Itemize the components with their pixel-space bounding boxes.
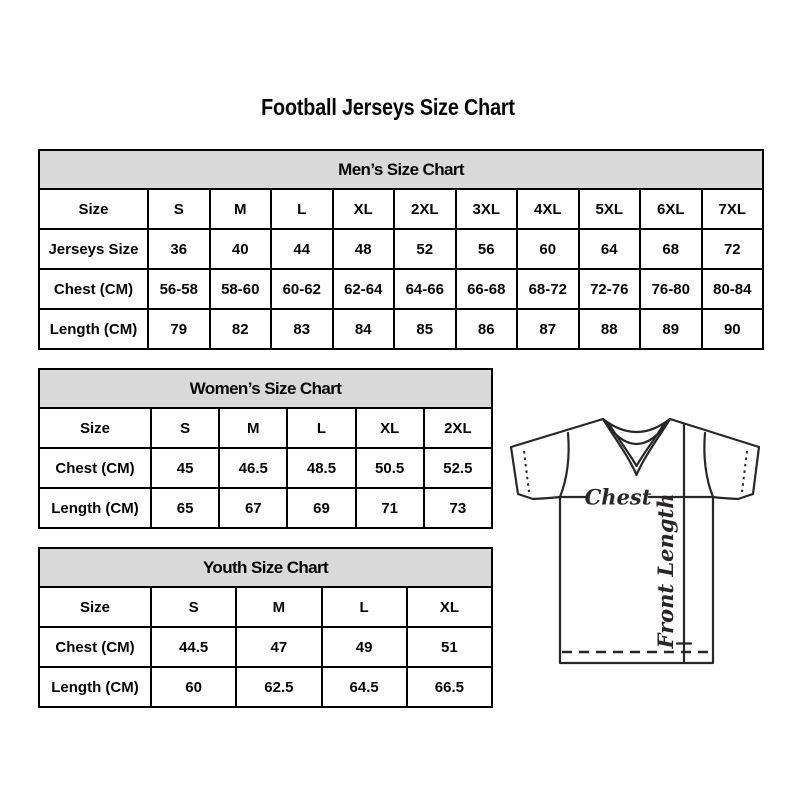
table-cell: L bbox=[287, 408, 355, 448]
table-cell: M bbox=[236, 587, 321, 627]
table-cell: 47 bbox=[236, 627, 321, 667]
table-cell: 6XL bbox=[640, 189, 702, 229]
table-title: Men’s Size Chart bbox=[39, 150, 763, 189]
table-cell: 60 bbox=[517, 229, 579, 269]
table-header-row bbox=[39, 369, 492, 408]
chest-label: Chest bbox=[584, 484, 652, 510]
table-cell: 64 bbox=[579, 229, 641, 269]
table-row bbox=[39, 667, 492, 707]
row-label-cell: Jerseys Size bbox=[39, 229, 148, 269]
table-row bbox=[39, 627, 492, 667]
table-row bbox=[39, 408, 492, 448]
row-label-cell: Size bbox=[39, 408, 151, 448]
jersey-measure-diagram bbox=[502, 395, 772, 680]
table-cell: 60-62 bbox=[271, 269, 333, 309]
table-cell: 67 bbox=[219, 488, 287, 528]
front-length-label: Front Length bbox=[653, 493, 678, 649]
table-cell: 5XL bbox=[579, 189, 641, 229]
table-cell: 69 bbox=[287, 488, 355, 528]
mens-size-table bbox=[38, 149, 764, 350]
table-cell: XL bbox=[356, 408, 424, 448]
table-cell: 56 bbox=[456, 229, 518, 269]
table-cell: XL bbox=[333, 189, 395, 229]
table-cell: 84 bbox=[333, 309, 395, 349]
table-cell: 45 bbox=[151, 448, 219, 488]
table-cell: 50.5 bbox=[356, 448, 424, 488]
table-cell: 3XL bbox=[456, 189, 518, 229]
table-cell: 83 bbox=[271, 309, 333, 349]
table-cell: 80-84 bbox=[702, 269, 764, 309]
table-row bbox=[39, 448, 492, 488]
table-cell: 64-66 bbox=[394, 269, 456, 309]
jersey-sleeve-seam-left bbox=[560, 433, 569, 497]
row-label-cell: Length (CM) bbox=[39, 488, 151, 528]
table-cell: 87 bbox=[517, 309, 579, 349]
womens-size-table bbox=[38, 368, 493, 529]
table-cell: 68 bbox=[640, 229, 702, 269]
table-cell: 88 bbox=[579, 309, 641, 349]
jersey-body-outline bbox=[560, 497, 713, 663]
table-cell: 62.5 bbox=[236, 667, 321, 707]
table-cell: M bbox=[210, 189, 272, 229]
table-cell: 60 bbox=[151, 667, 236, 707]
table-cell: 48.5 bbox=[287, 448, 355, 488]
table-cell: 62-64 bbox=[333, 269, 395, 309]
jersey-sleeve-seam-right bbox=[704, 433, 713, 497]
table-cell: L bbox=[271, 189, 333, 229]
table-cell: 44 bbox=[271, 229, 333, 269]
table-title: Women’s Size Chart bbox=[39, 369, 492, 408]
table-row bbox=[39, 488, 492, 528]
row-label-cell: Length (CM) bbox=[39, 309, 148, 349]
table-header-row bbox=[39, 150, 763, 189]
table-cell: 49 bbox=[322, 627, 407, 667]
table-cell: 52 bbox=[394, 229, 456, 269]
youth-size-table bbox=[38, 547, 493, 708]
cuff-stitch-left bbox=[524, 451, 529, 492]
table-cell: 40 bbox=[210, 229, 272, 269]
table-row bbox=[39, 587, 492, 627]
table-cell: S bbox=[151, 408, 219, 448]
table-row bbox=[39, 189, 763, 229]
table-cell: XL bbox=[407, 587, 492, 627]
table-cell: 36 bbox=[148, 229, 210, 269]
table-cell: 90 bbox=[702, 309, 764, 349]
table-cell: 64.5 bbox=[322, 667, 407, 707]
table-cell: 85 bbox=[394, 309, 456, 349]
cuff-stitch-right bbox=[742, 451, 747, 492]
table-cell: 68-72 bbox=[517, 269, 579, 309]
table-cell: L bbox=[322, 587, 407, 627]
table-title: Youth Size Chart bbox=[39, 548, 492, 587]
table-cell: 56-58 bbox=[148, 269, 210, 309]
table-cell: S bbox=[151, 587, 236, 627]
table-cell: 72-76 bbox=[579, 269, 641, 309]
row-label-cell: Chest (CM) bbox=[39, 627, 151, 667]
table-cell: 65 bbox=[151, 488, 219, 528]
table-header-row bbox=[39, 548, 492, 587]
table-cell: 72 bbox=[702, 229, 764, 269]
table-cell: 51 bbox=[407, 627, 492, 667]
table-cell: 52.5 bbox=[424, 448, 492, 488]
row-label-cell: Size bbox=[39, 189, 148, 229]
table-cell: 44.5 bbox=[151, 627, 236, 667]
table-cell: 46.5 bbox=[219, 448, 287, 488]
row-label-cell: Chest (CM) bbox=[39, 269, 148, 309]
table-cell: M bbox=[219, 408, 287, 448]
table-row bbox=[39, 269, 763, 309]
table-cell: 82 bbox=[210, 309, 272, 349]
table-cell: 73 bbox=[424, 488, 492, 528]
table-row bbox=[39, 229, 763, 269]
table-cell: S bbox=[148, 189, 210, 229]
table-cell: 4XL bbox=[517, 189, 579, 229]
row-label-cell: Length (CM) bbox=[39, 667, 151, 707]
table-cell: 86 bbox=[456, 309, 518, 349]
table-cell: 7XL bbox=[702, 189, 764, 229]
page-title: Football Jerseys Size Chart bbox=[261, 94, 515, 120]
table-cell: 2XL bbox=[394, 189, 456, 229]
row-label-cell: Chest (CM) bbox=[39, 448, 151, 488]
table-cell: 66-68 bbox=[456, 269, 518, 309]
table-cell: 2XL bbox=[424, 408, 492, 448]
table-cell: 58-60 bbox=[210, 269, 272, 309]
table-cell: 48 bbox=[333, 229, 395, 269]
table-row bbox=[39, 309, 763, 349]
table-cell: 89 bbox=[640, 309, 702, 349]
table-cell: 66.5 bbox=[407, 667, 492, 707]
table-cell: 71 bbox=[356, 488, 424, 528]
table-cell: 76-80 bbox=[640, 269, 702, 309]
table-cell: 79 bbox=[148, 309, 210, 349]
row-label-cell: Size bbox=[39, 587, 151, 627]
